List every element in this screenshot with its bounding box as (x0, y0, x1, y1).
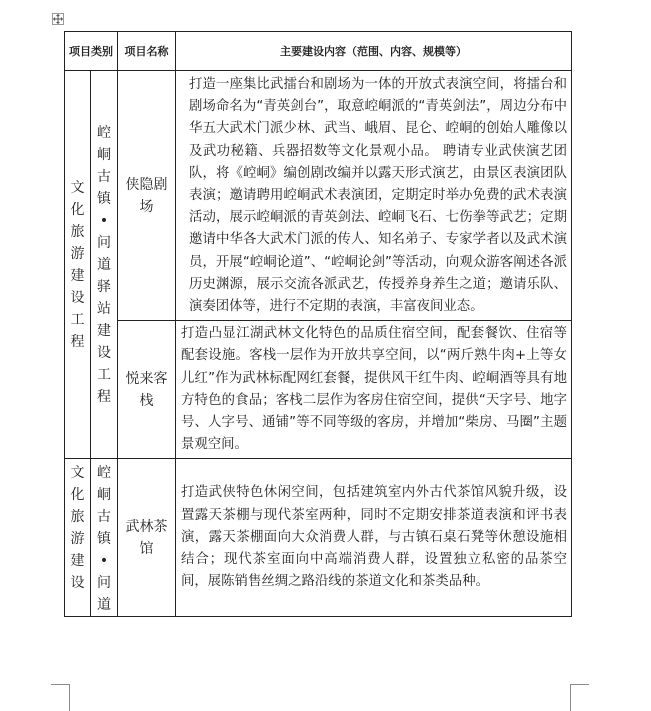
table-row (65, 321, 572, 459)
page-corner-mark-left-h (51, 684, 69, 685)
project-name: 侠隐剧场 (125, 176, 168, 215)
page-corner-mark-right (570, 684, 571, 711)
table-row (65, 71, 572, 321)
category-text: 文化旅游建设 (70, 465, 85, 592)
category-cell (65, 459, 91, 617)
project-content: 打造凸显江湖武林文化特色的品质住宿空间，配套餐饮、住宿等配套设施。客栈一层作为开放共享空间，以“两斤熟牛肉+上等女儿红”作为武林标配网红套餐，提供风干红牛肉、崆峒酒等具有地方特色的食品；客栈二层作为客房住宿空间，提供“天字号、地字号、人字号、通铺”等不同等级的客房，并增加“柴房、马圈”主题景观空间。 (181, 326, 567, 453)
project-name-cell (118, 71, 176, 321)
project-name: 武林茶馆 (125, 518, 168, 557)
project-name: 悦来客栈 (125, 370, 168, 409)
table-header-row (65, 32, 572, 71)
category-cell (65, 71, 91, 459)
header-category: 项目类别 (65, 32, 118, 71)
project-content: 打造武侠特色休闲空间，包括建筑室内外古代茶馆风貌升级，设置露天茶棚与现代茶室两种，同时不定期安排茶道表演和评书表演，露天茶棚面向大众消费人群，与古镇石桌石凳等休憩设施相结合；现代茶室面向中高端消费人群，设置独立私密的品茶空间，展陈销售丝绸之路沿线的茶道文化和茶类品种。 (181, 485, 567, 590)
header-name: 项目名称 (118, 32, 176, 71)
subcategory-text: 崆峒古镇•问道驿站建设工程 (97, 124, 111, 405)
header-content: 主要建设内容（范围、内容、规模等） (176, 32, 572, 71)
subcategory-text: 崆峒古镇•问道 (97, 465, 111, 614)
project-content-cell (176, 459, 572, 617)
table-row (65, 459, 572, 617)
project-content-cell (176, 321, 572, 459)
project-name-cell (118, 459, 176, 617)
project-content: 打造一座集比武擂台和剧场为一体的开放式表演空间，将擂台和剧场命名为“青英剑台”，取意崆峒派的“青英剑法”，周边分布中华五大武术门派少林、武当、峨眉、昆仑、崆峒的创始人雕像以及武功秘籍、兵器招数等文化景观小品。 聘请专业武侠演艺团队，将《崆峒》编创剧改编并以露天形式演艺，由景区表演团队表演；邀请聘用崆峒武术表演团，定期定时举办免费的武术表演活动，展示崆峒派的青英剑法、崆峒飞石、七伤拳等武艺；定期邀请中华各大武术门派的传人、知名弟子、专家学者以及武术演员，开展“崆峒论道”、“崆峒论剑”等活动，向观众游客阐述各派历史渊源，展示交流各派武艺，传授养身养生之道；邀请乐队、演奏团体等，进行不定期的表演，丰富夜间业态。 (189, 77, 567, 315)
project-table (64, 31, 572, 617)
project-name-cell (118, 321, 176, 459)
project-content-cell (176, 71, 572, 321)
page-corner-mark-right-h (571, 684, 589, 685)
page-corner-mark-left (69, 684, 70, 711)
subcategory-cell (91, 459, 118, 617)
category-text: 文化旅游建设工程 (70, 179, 85, 350)
table-move-handle-icon[interactable] (52, 13, 64, 25)
subcategory-cell (91, 71, 118, 459)
